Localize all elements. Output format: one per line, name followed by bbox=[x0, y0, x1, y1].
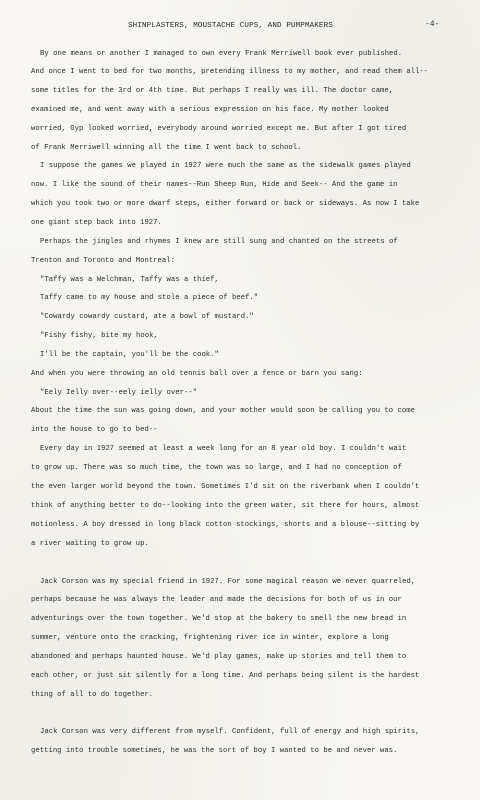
text-line: And when you were throwing an old tennis ball over a fence or barn you sang: bbox=[31, 370, 363, 378]
page-header-title: SHINPLASTERS, MOUSTACHE CUPS, AND PUMPMAKERS bbox=[128, 22, 333, 30]
text-line: each other, or just sit silently for a long time. And perhaps being silent is the hardest bbox=[31, 672, 420, 680]
verse-line: "Fishy fishy, bite my hook, bbox=[40, 332, 158, 340]
text-line: worried, Gyp looked worried, everybody around worried except me. But after I got tired bbox=[31, 125, 407, 133]
text-line: Jack Corson was my special friend in 1927. For some magical reason we never quarreled, bbox=[40, 578, 416, 586]
text-line: And once I went to bed for two months, pretending illness to my mother, and read them all-- bbox=[31, 68, 429, 76]
text-line: motionless. A boy dressed in long black cotton stockings, shorts and a blouse--sitting by bbox=[31, 521, 420, 529]
text-line: to grow up. There was so much time, the town was so large, and I had no conception of bbox=[31, 464, 402, 472]
text-line: getting into trouble sometimes, he was the sort of boy I wanted to be and never was. bbox=[31, 747, 398, 755]
text-line: Jack Corson was very different from myself. Confident, full of energy and high spirits, bbox=[40, 728, 420, 736]
text-line: which you took two or more dwarf steps, either forward or back or sideways. As now I take bbox=[31, 200, 420, 208]
text-line: Trenton and Toronto and Montreal: bbox=[31, 257, 175, 265]
text-line: into the house to go to bed-- bbox=[31, 426, 158, 434]
text-line: I suppose the games we played in 1927 were much the same as the sidewalk games played bbox=[40, 162, 411, 170]
text-line: Every day in 1927 seemed at least a week long for an 8 year old boy. I couldn't wait bbox=[40, 445, 407, 453]
text-line: summer, venture onto the cracking, frightening river ice in winter, explore a long bbox=[31, 634, 389, 642]
page-number: -4- bbox=[425, 20, 440, 29]
text-line: abandoned and perhaps haunted house. We'd play games, make up stories and tell them to bbox=[31, 653, 407, 661]
text-line: About the time the sun was going down, and your mother would soon be calling you to come bbox=[31, 407, 415, 415]
text-line: adventurings over the town together. We'd stop at the bakery to smell the new bread in bbox=[31, 615, 407, 623]
text-line: a river waiting to grow up. bbox=[31, 540, 149, 548]
text-line: Perhaps the jingles and rhymes I knew are still sung and chanted on the streets of bbox=[40, 238, 398, 246]
text-line: thing of all to do together. bbox=[31, 691, 154, 699]
text-line: the even larger world beyond the town. Sometimes I'd sit on the riverbank when I couldn't bbox=[31, 483, 420, 491]
verse-line: "Cowardy cowardy custard, ate a bowl of mustard." bbox=[40, 313, 254, 321]
text-line: think of anything better to do--looking into the green water, sit there for hours, almost bbox=[31, 502, 420, 510]
text-line: By one means or another I managed to own every Frank Merriwell book ever published. bbox=[40, 50, 403, 58]
text-line: perhaps because he was always the leader and made the decisions for both of us in our bbox=[31, 596, 402, 604]
verse-line: I'll be the captain, you'll be the cook." bbox=[40, 351, 219, 359]
verse-line: Taffy came to my house and stole a piece of beef." bbox=[40, 294, 259, 302]
text-line: examined me, and went away with a serious expression on his face. My mother looked bbox=[31, 106, 389, 114]
text-line: one giant step back into 1927. bbox=[31, 219, 162, 227]
text-line: now. I like the sound of their names--Run Sheep Run, Hide and Seek-- And the game in bbox=[31, 181, 398, 189]
text-line: of Frank Merriwell winning all the time I went back to school. bbox=[31, 144, 302, 152]
verse-line: "Eely Ielly over--eely ielly over--" bbox=[40, 389, 198, 397]
text-line: some titles for the 3rd or 4th time. But perhaps I really was ill. The doctor came, bbox=[31, 87, 394, 95]
verse-line: "Taffy was a Welchman, Taffy was a thief, bbox=[40, 276, 219, 284]
